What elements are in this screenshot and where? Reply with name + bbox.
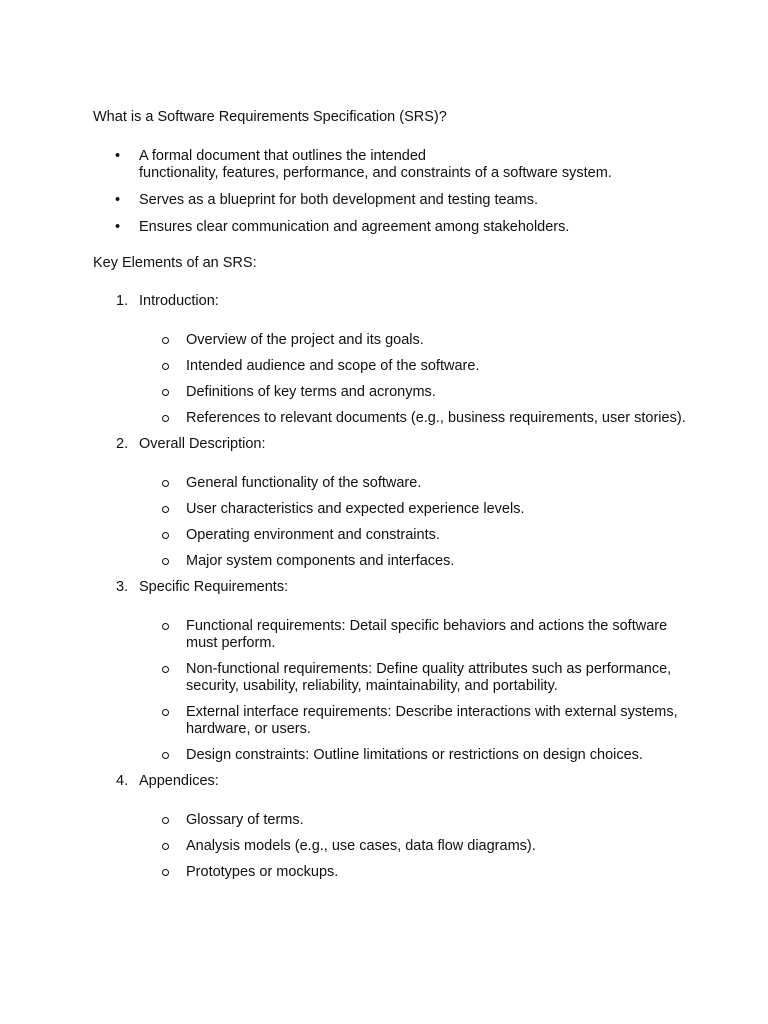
circle-bullet-icon [162,558,169,565]
list-item [186,527,686,544]
section-title: Introduction: [139,293,219,309]
circle-bullet-icon [162,337,169,344]
list-item [186,661,686,695]
page-title: What is a Software Requirements Specification (SRS)? [93,109,447,125]
sub-item-list [186,618,686,764]
list-item [186,812,686,829]
section-number: 2. [116,436,129,452]
section-appendices [0,773,700,881]
list-item-text: Design constraints: Outline limitations or restrictions on design choices. [186,747,643,763]
sub-item-list [186,475,686,570]
list-item [186,704,686,738]
circle-bullet-icon [162,869,169,876]
list-item-text: Intended audience and scope of the software. [186,358,480,374]
list-item-text: Functional requirements: Detail specific behaviors and actions the software must perform. [186,618,668,651]
list-item [0,148,700,182]
circle-bullet-icon [162,532,169,539]
list-item-text: Definitions of key terms and acronyms. [186,384,436,400]
list-item-text: General functionality of the software. [186,475,422,491]
list-item-text: A formal document that outlines the intended functionality, features, performance, and constraints of a software system. [139,148,612,181]
section-number: 1. [116,293,129,309]
list-item [186,501,686,518]
section-title: Specific Requirements: [139,579,289,595]
bullet-icon: • [115,148,121,164]
sub-item-list [186,332,686,427]
circle-bullet-icon [162,506,169,513]
list-item [186,747,686,764]
section-specific-requirements [0,579,700,764]
list-item [0,192,700,209]
intro-bullet-list [0,148,700,246]
bullet-icon: • [115,219,121,235]
section-number: 3. [116,579,129,595]
key-elements-list [0,293,700,890]
list-item-text: Non-functional requirements: Define quality attributes such as performance, security, usability, reliability, maintainability, and portability. [186,661,672,694]
circle-bullet-icon [162,709,169,716]
list-item [186,384,686,401]
list-item [0,219,700,236]
circle-bullet-icon [162,666,169,673]
list-item-text: Major system components and interfaces. [186,553,455,569]
section-title: Appendices: [139,773,219,789]
list-item [186,410,686,427]
circle-bullet-icon [162,389,169,396]
circle-bullet-icon [162,415,169,422]
circle-bullet-icon [162,843,169,850]
list-item-text: Prototypes or mockups. [186,864,339,880]
list-item-text: References to relevant documents (e.g., business requirements, user stories). [186,410,686,426]
section-introduction [0,293,700,427]
circle-bullet-icon [162,817,169,824]
section-heading: Key Elements of an SRS: [93,255,257,271]
list-item-text: Overview of the project and its goals. [186,332,424,348]
list-item [186,358,686,375]
list-item-text: Serves as a blueprint for both development and testing teams. [139,192,538,208]
circle-bullet-icon [162,752,169,759]
list-item-text: User characteristics and expected experience levels. [186,501,525,517]
list-item [186,618,686,652]
list-item [186,864,686,881]
list-item-text: Analysis models (e.g., use cases, data flow diagrams). [186,838,536,854]
circle-bullet-icon [162,623,169,630]
list-item [186,553,686,570]
section-title: Overall Description: [139,436,266,452]
circle-bullet-icon [162,480,169,487]
section-overall-description [0,436,700,570]
list-item-text: External interface requirements: Describe interactions with external systems, hardware, or users. [186,704,678,737]
sub-item-list [186,812,686,881]
list-item-text: Ensures clear communication and agreement among stakeholders. [139,219,570,235]
section-number: 4. [116,773,129,789]
list-item [186,475,686,492]
list-item-text: Operating environment and constraints. [186,527,440,543]
list-item [186,838,686,855]
list-item-text: Glossary of terms. [186,812,304,828]
bullet-icon: • [115,192,121,208]
circle-bullet-icon [162,363,169,370]
list-item [186,332,686,349]
